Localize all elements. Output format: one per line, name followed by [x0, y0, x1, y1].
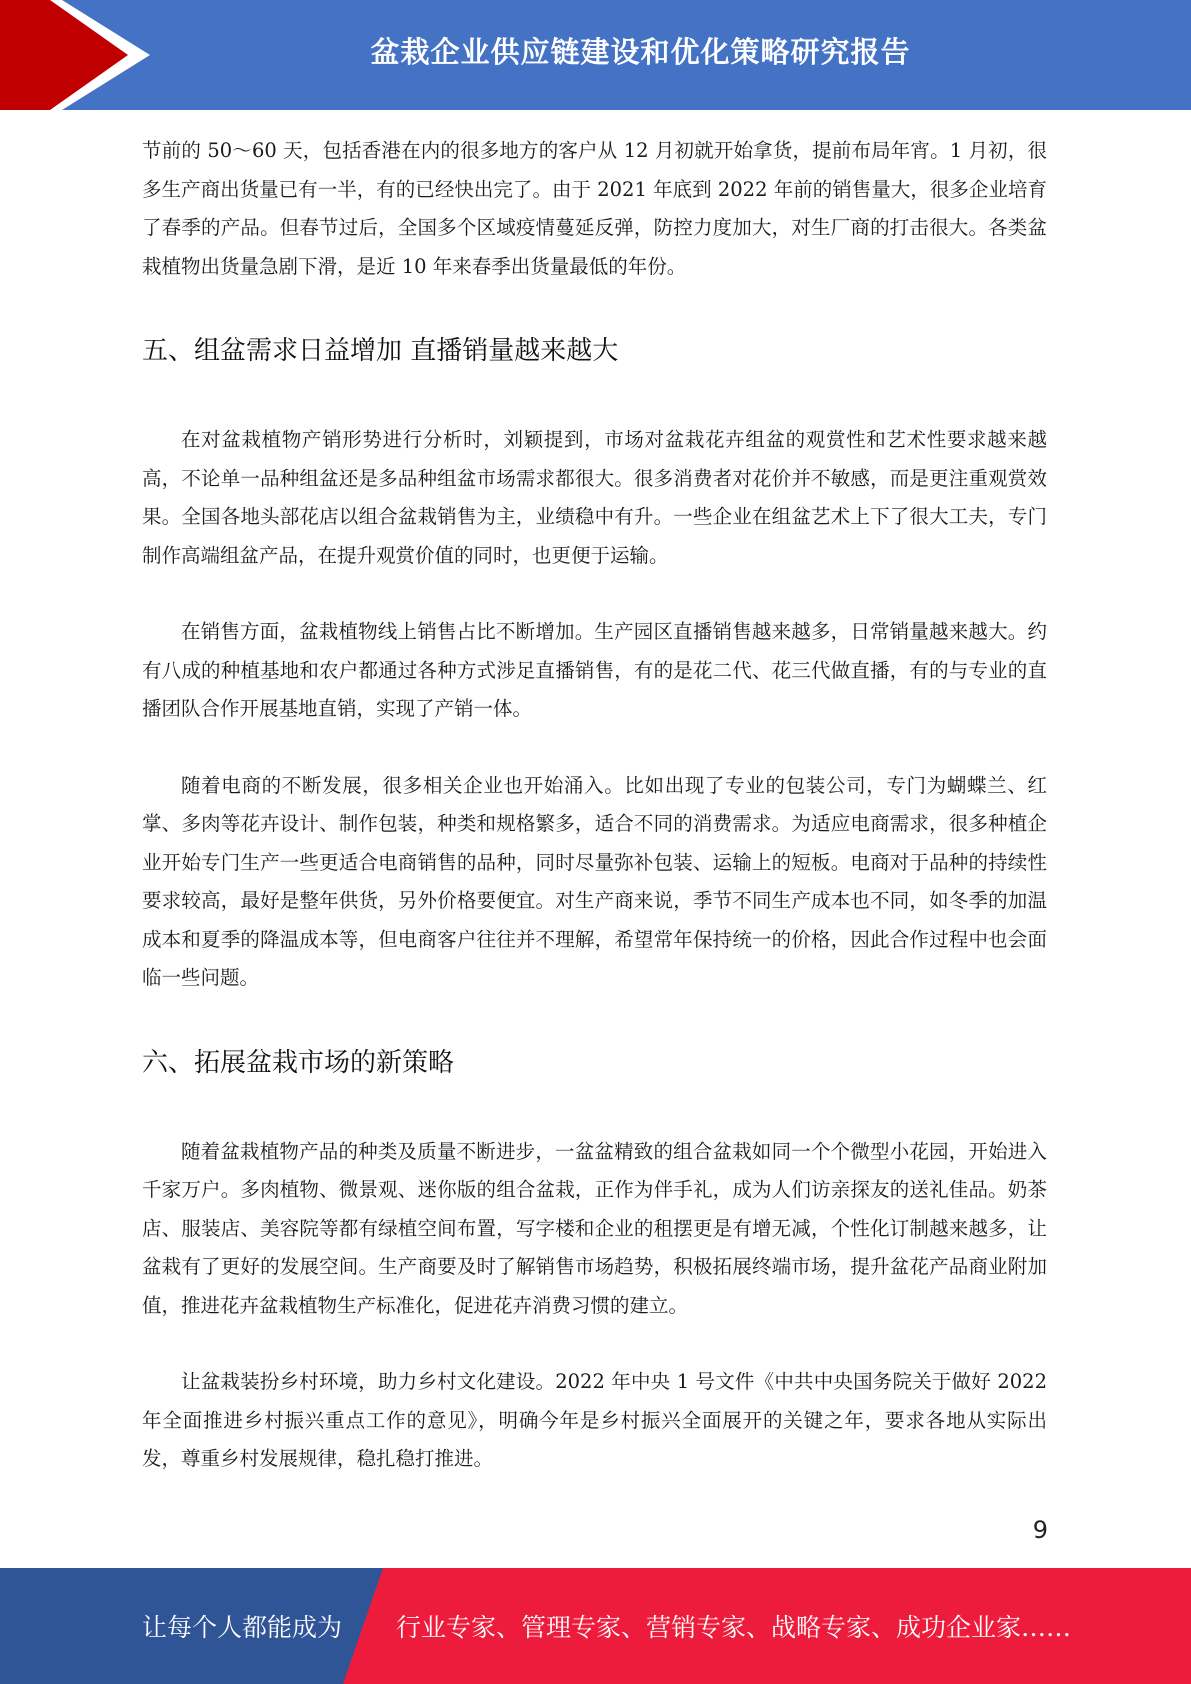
page-header — [0, 0, 1191, 110]
paragraph: 节前的 50～60 天，包括香港在内的很多地方的客户从 12 月初就开始拿货，提前布局年宵。1 月初，很多生产商出货量已有一半，有的已经快出完了。由于 2021 年底到 2022 年前的销售量大，很多企业培育了春季的产品。但春节过后，全国多个区域疫情蔓延反弹，防控力度加大，对生厂商的打击很大。各类盆栽植物出货量急剧下滑，是近 10 年来春季出货量最低的年份。 — [142, 139, 1047, 278]
header-arrow-icon — [0, 0, 160, 110]
page-footer — [0, 1568, 1191, 1684]
document-body — [142, 132, 1047, 1479]
page-number: 9 — [1032, 1516, 1048, 1544]
footer-slogan-left: 让每个人都能成为 — [142, 1613, 343, 1642]
paragraph: 在销售方面，盆栽植物线上销售占比不断增加。生产园区直播销售越来越多，日常销量越来越大。约有八成的种植基地和农户都通过各种方式涉足直播销售，有的是花二代、花三代做直播，有的与专业的直播团队合作开展基地直销，实现了产销一体。 — [142, 620, 1047, 720]
report-title: 盆栽企业供应链建设和优化策略研究报告 — [370, 34, 911, 69]
paragraph: 随着盆栽植物产品的种类及质量不断进步，一盆盆精致的组合盆栽如同一个个微型小花园，开始进入千家万户。多肉植物、微景观、迷你版的组合盆栽，正作为伴手礼，成为人们访亲探友的送礼佳品。奶茶店、服装店、美容院等都有绿植空间布置，写字楼和企业的租摆更是有增无减，个性化订制越来越多，让盆栽有了更好的发展空间。生产商要及时了解销售市场趋势，积极拓展终端市场，提升盆花产品商业附加值，推进花卉盆栽植物生产标准化，促进花卉消费习惯的建立。 — [142, 1139, 1047, 1317]
section-heading-6: 六、拓展盆栽市场的新策略 — [142, 1047, 455, 1078]
section-heading-5: 五、组盆需求日益增加 直播销量越来越大 — [142, 336, 619, 366]
paragraph: 随着电商的不断发展，很多相关企业也开始涌入。比如出现了专业的包装公司，专门为蝴蝶兰、红掌、多肉等花卉设计、制作包装，种类和规格繁多，适合不同的消费需求。为适应电商需求，很多种植企业开始专门生产一些更适合电商销售的品种，同时尽量弥补包装、运输上的短板。电商对于品种的持续性要求较高，最好是整年供货，另外价格要便宜。对生产商来说，季节不同生产成本也不同，如冬季的加温成本和夏季的降温成本等，但电商客户往往并不理解，希望常年保持统一的价格，因此合作过程中也会面临一些问题。 — [142, 773, 1047, 989]
footer-slogan-right: 行业专家、管理专家、营销专家、战略专家、成功企业家…… — [396, 1613, 1072, 1642]
paragraph: 在对盆栽植物产销形势进行分析时，刘颖提到，市场对盆栽花卉组盆的观赏性和艺术性要求越来越高，不论单一品种组盆还是多品种组盆市场需求都很大。很多消费者对花价并不敏感，而是更注重观赏效果。全国各地头部花店以组合盆栽销售为主，业绩稳中有升。一些企业在组盆艺术上下了很大工夫，专门制作高端组盆产品，在提升观赏价值的同时，也更便于运输。 — [142, 428, 1047, 567]
paragraph: 让盆栽装扮乡村环境，助力乡村文化建设。2022 年中央 1 号文件《中共中央国务院关于做好 2022 年全面推进乡村振兴重点工作的意见》，明确今年是乡村振兴全面展开的关键之年，要求各地从实际出发，尊重乡村发展规律，稳扎稳打推进。 — [142, 1370, 1047, 1470]
